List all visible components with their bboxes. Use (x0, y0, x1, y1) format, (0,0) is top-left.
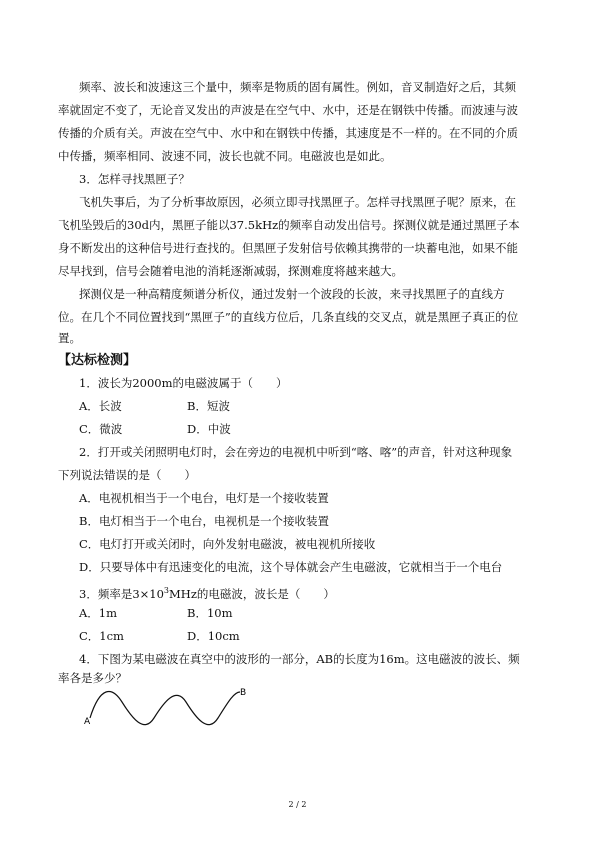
question-2-stem: 下列说法错误的是（ ） (58, 468, 196, 482)
point-a-label: A (84, 717, 91, 727)
q3-option-a: A．1m (79, 606, 118, 620)
q3-option-c: C．1cm (79, 629, 124, 643)
paragraph-line: 探测仪是一种高精度频谱分析仪，通过发射一个波段的长波，来寻找黑匣子的直线方 (79, 287, 505, 301)
paragraph-line: 频率、波长和波速这三个量中，频率是物质的固有属性。例如，音叉制造好之后，其频 (79, 80, 516, 94)
section-heading: 【达标检测】 (58, 353, 137, 368)
q2-option-b: B．电灯相当于一个电台，电视机是一个接收装置 (79, 514, 329, 528)
paragraph-line: 飞机失事后，为了分析事故原因，必须立即寻找黑匣子。怎样寻找黑匣子呢？原来，在 (79, 195, 516, 209)
q3-option-b: B．10m (187, 606, 233, 620)
q2-option-c: C．电灯打开或关闭时，向外发射电磁波，被电视机所接收 (79, 537, 376, 551)
paragraph-line: 率就固定不变了，无论音叉发出的声波是在空气中、水中，还是在钢铁中传播。而波速与波 (58, 103, 518, 117)
question-1-stem: 1．波长为2000m的电磁波属于（ ） (79, 376, 288, 390)
q1-option-a: A．长波 (79, 399, 122, 413)
paragraph-line: 传播的介质有关。声波在空气中、水中和在钢铁中传播，其速度是不一样的。在不同的介质 (58, 126, 518, 140)
paragraph-line: 飞机坠毁后的30d内，黑匣子能以37.5kHz的频率自动发出信号。探测仪就是通过黑匣子本 (58, 218, 520, 232)
q1-option-b: B．短波 (187, 399, 230, 413)
q3-stem-exponent: 3 (163, 586, 170, 595)
paragraph-line: 中传播，频率相同、波速不同，波长也就不同。电磁波也是如此。 (58, 149, 392, 163)
section-subtitle: 3．怎样寻找黑匣子？ (79, 172, 190, 186)
point-b-label: B (240, 688, 247, 698)
q2-option-a: A．电视机相当于一个电台，电灯是一个接收装置 (79, 491, 329, 505)
q1-option-c: C．微波 (79, 422, 123, 436)
q3-stem-value: 3×10 (132, 586, 164, 601)
wave-diagram (82, 678, 262, 742)
question-4-stem: 4．下图为某电磁波在真空中的波形的一部分，AB的长度为16m。这电磁波的波长、频 (79, 652, 520, 666)
paragraph-line: 尽早找到，信号会随着电池的消耗逐渐减弱，探测难度将越来越大。 (58, 264, 403, 278)
question-2-stem: 2．打开或关闭照明电灯时，会在旁边的电视机中听到“喀、喀”的声音，针对这种现象 (79, 445, 513, 459)
page-number: 2 / 2 (288, 800, 307, 809)
question-4-stem: 率各是多少？ (58, 671, 127, 685)
question-3-stem (79, 581, 335, 604)
q1-option-d: D．中波 (187, 422, 231, 436)
paragraph-line: 身不断发出的这种信号进行查找的。但黑匣子发射信号依赖其携带的一块蓄电池，如果不能 (58, 241, 518, 255)
q2-option-d: D．只要导体中有迅速变化的电流，这个导体就会产生电磁波，它就相当于一个电台 (79, 560, 503, 574)
q3-stem-suffix: MHz的电磁波，波长是（ ） (169, 586, 335, 601)
paragraph-line: 置。 (58, 331, 81, 345)
wave-curve (90, 691, 240, 724)
q3-option-d: D．10cm (187, 629, 240, 643)
q3-stem-prefix: 3．频率是 (79, 586, 133, 601)
paragraph-line: 位。在几个不同位置找到“黑匣子”的直线方位后，几条直线的交叉点，就是黑匣子真正的位 (58, 310, 519, 324)
